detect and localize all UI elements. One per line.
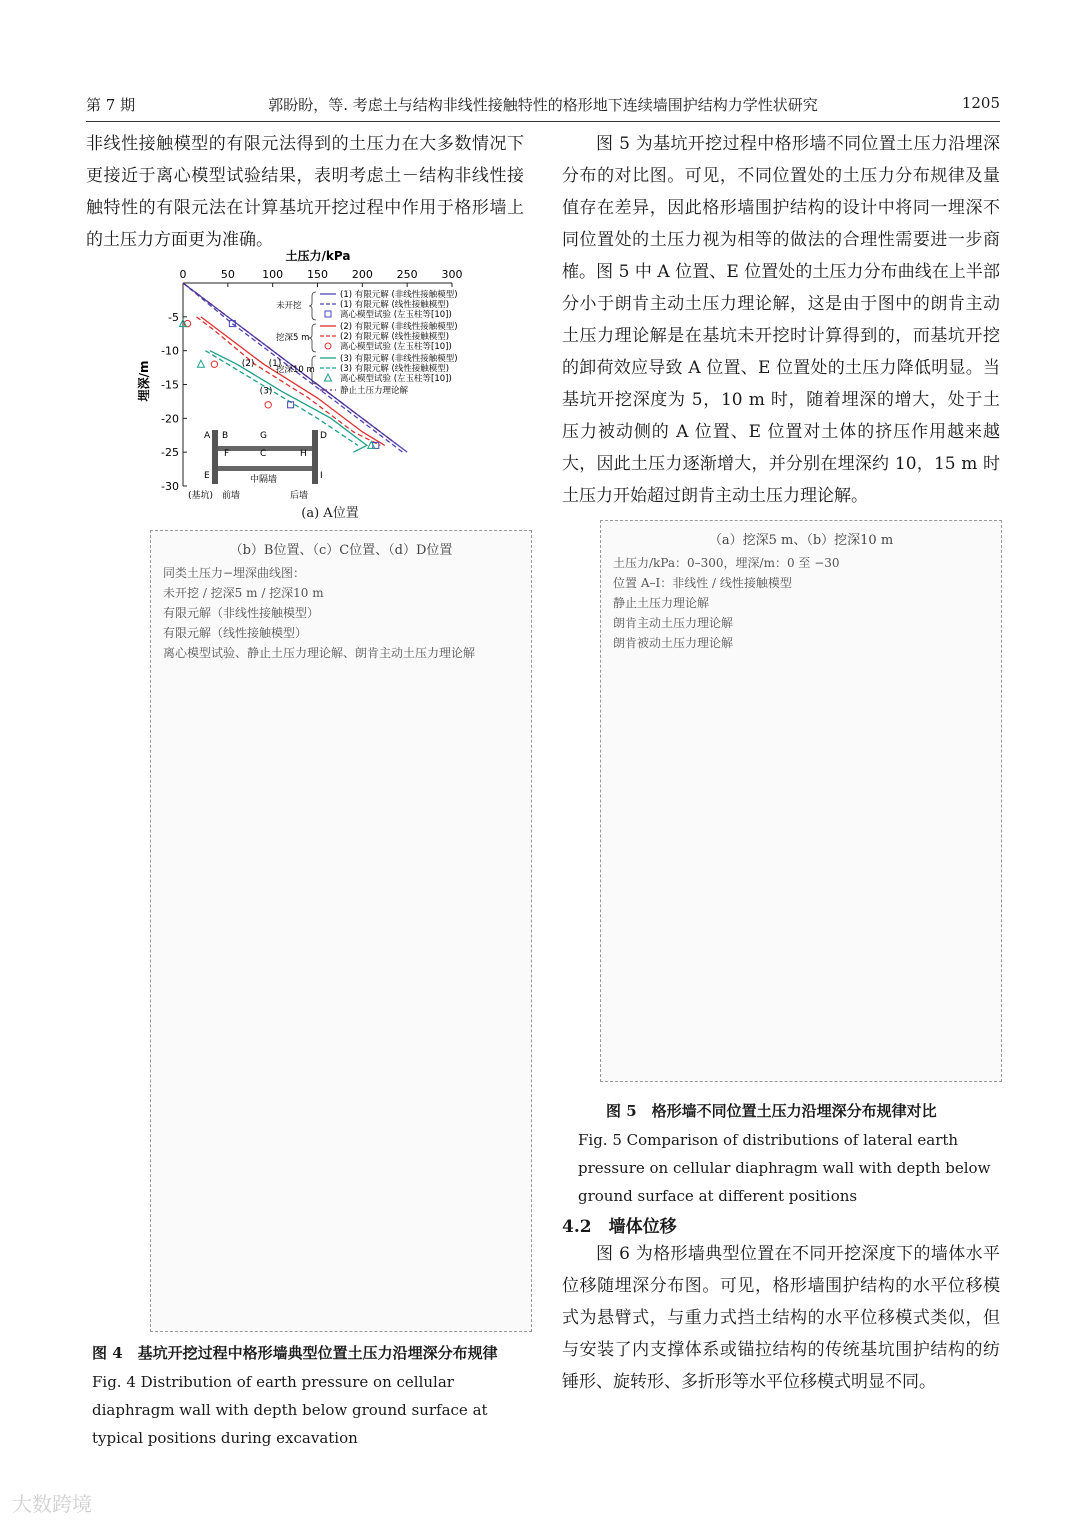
legend-item-label: 离心模型试验 (左玉柱等[10]): [340, 342, 452, 352]
figure5-omitted-line: 朗肯主动土压力理论解: [613, 616, 734, 630]
section-4-2-title: 4.2 墙体位移: [562, 1217, 677, 1237]
legend-brace: [309, 324, 316, 352]
legend-item-label: (3) 有限元解 (非线性接触模型): [340, 354, 458, 364]
data-point-triangle: [197, 360, 204, 367]
figure5-omitted-panels: [600, 520, 1002, 1082]
figure5-omitted-line: 朗肯被动土压力理论解: [613, 636, 734, 650]
y-tick-label: -5: [168, 310, 179, 324]
right-fig5-paragraph: [562, 128, 1000, 512]
x-tick-label: 250: [396, 268, 418, 281]
legend-group-label: 挖深5 m: [276, 333, 310, 343]
inset-label-middle: 中隔墙: [250, 475, 278, 485]
inset-letter-c: C: [260, 449, 267, 459]
chart-x-ticks: [180, 268, 463, 287]
figure4-omitted-line: 离心模型试验、静止土压力理论解、朗肯主动土压力理论解: [163, 646, 476, 660]
plan-inset: [188, 430, 327, 501]
x-tick-label: 0: [179, 268, 187, 281]
page-number: 1205: [961, 94, 1000, 112]
legend-group-label: 未开挖: [276, 301, 302, 311]
figure4-omitted-line: 同类土压力−埋深曲线图：: [163, 566, 306, 580]
x-tick-label: 150: [307, 268, 328, 281]
legend-marker-sample: [325, 374, 332, 381]
section-4-2-text: 图 6 为格形墙典型位置在不同开挖深度下的墙体水平位移随埋深分布图。可见，格形墙围护结构的水平位移模式为悬臂式，与重力式挡土结构的水平位移模式类似，但与安装了内支撑体系或锚拉结构的传统基坑围护结构的纺锤形、旋转形、多折形等水平位移模式明显不同。: [562, 1244, 1000, 1392]
figure5-omitted-title: （a）挖深5 m、（b）挖深10 m: [708, 533, 894, 548]
legend-marker-sample: [325, 311, 331, 317]
inset-letter-h: H: [300, 449, 307, 459]
y-tick-label: -15: [161, 378, 179, 392]
x-tick-label: 50: [220, 268, 235, 281]
series-number-label: (3): [259, 386, 273, 397]
chart-legend: [276, 289, 458, 396]
figure5-omitted-list: [613, 553, 989, 653]
inset-label-front: 前墙: [222, 491, 241, 501]
figure4-caption-cn: 图 4 基坑开挖过程中格形墙典型位置土压力沿埋深分布规律: [92, 1344, 498, 1362]
legend-item-label: (2) 有限元解 (非线性接触模型): [340, 322, 458, 332]
figure4-omitted-line: 有限元解（非线性接触模型）: [163, 606, 320, 620]
inset-label-pit: (基坑): [188, 491, 214, 501]
inset-back-wall: [312, 430, 318, 484]
series-number-label: (2): [241, 359, 255, 370]
figure4-omitted-line: 未开挖 / 挖深5 m / 挖深10 m: [163, 586, 324, 600]
y-tick-label: -25: [161, 446, 179, 460]
x-tick-label: 200: [351, 268, 373, 281]
inset-bottom-beam: [218, 466, 312, 471]
figure4-omitted-line: 有限元解（线性接触模型）: [163, 626, 308, 640]
figure4-omitted-title: （b）B位置、（c）C位置、（d）D位置: [229, 543, 453, 558]
series-number-label: (1): [268, 359, 282, 370]
running-title: 郭盼盼，等. 考虑土与结构非线性接触特性的格形地下连续墙围护结构力学性状研究: [268, 96, 818, 114]
inset-letter-d: D: [320, 431, 327, 441]
inset-letter-i: I: [320, 471, 323, 481]
x-tick-label: 100: [262, 268, 284, 281]
inset-letter-b: B: [222, 431, 229, 441]
figure4-omitted-panels: [150, 530, 532, 1332]
y-tick-label: -10: [161, 344, 179, 358]
inset-label-back: 后墙: [290, 491, 309, 501]
chart-x-title: 土压力/kPa: [285, 249, 351, 263]
inset-letter-g: G: [260, 431, 267, 441]
figure5-caption-cn: 图 5 格形墙不同位置土压力沿埋深分布规律对比: [606, 1102, 937, 1120]
left-intro-paragraph: [86, 128, 524, 256]
right-fig5-text: 图 5 为基坑开挖过程中格形墙不同位置土压力沿埋深分布的对比图。可见，不同位置处的土压力分布规律及量值存在差异，因此格形墙围护结构的设计中将同一埋深不同位置处的土压力视为相等的做法的合理性需要进一步商榷。图 5 中 A 位置、E 位置处的土压力分布曲线在上半部分小于朗肯主动土压力理论解，这是由于图中的朗肯主动土压力理论解是在基坑未开挖时计算得到的，而基坑开挖的卸荷效应导致 A 位置、E 位置处的土压力降低明显。当基坑开挖深度为 5，10 m 时，随着埋深的增大，处于土压力被动侧的 A 位置、E 位置对土体的挤压作用越来越大，因此土压力逐渐增大，并分别在埋深约 10，15 m 时土压力开始超过朗肯主动土压力理论解。: [562, 134, 1000, 506]
legend-item-label: (1) 有限元解 (线性接触模型): [340, 300, 450, 310]
y-tick-label: -30: [161, 480, 179, 493]
legend-group-label: 挖深10 m: [276, 365, 315, 375]
watermark-text: 大数跨境: [12, 1492, 92, 1516]
legend-item-label: (3) 有限元解 (线性接触模型): [340, 364, 450, 374]
chart-y-title: 埋深/m: [137, 360, 151, 402]
figure4-caption-en: Fig. 4 Distribution of earth pressure on cellular diaphragm wall with depth below ground surface at typical positions during excavation: [92, 1373, 488, 1447]
figure4a-chart: [130, 246, 530, 508]
legend-item-label: 离心模型试验 (左玉柱等[10]): [340, 374, 452, 384]
figure5-omitted-line: 静止土压力理论解: [613, 596, 710, 610]
issue-number: 第 7 期: [86, 96, 136, 114]
legend-item-label: (1) 有限元解 (非线性接触模型): [340, 290, 458, 300]
y-tick-label: -20: [161, 412, 179, 426]
figure5-caption-en: Fig. 5 Comparison of distributions of lateral earth pressure on cellular diaphragm wall with depth below ground surface at different positions: [578, 1131, 991, 1205]
x-tick-label: 300: [441, 268, 463, 281]
inset-letter-e: E: [204, 471, 210, 481]
inset-front-wall: [212, 430, 218, 484]
header-rule: [86, 121, 1000, 122]
legend-item-label: (2) 有限元解 (线性接触模型): [340, 332, 450, 342]
inset-letter-f: F: [224, 449, 230, 459]
data-point-circle: [211, 361, 217, 367]
running-header: [86, 90, 1000, 120]
figure4-omitted-list: [163, 563, 519, 663]
legend-item-label: 离心模型试验 (左玉柱等[10]): [340, 310, 452, 320]
data-point-circle: [265, 402, 271, 408]
figure5-omitted-line: 位置 A–I：非线性 / 线性接触模型: [613, 576, 792, 590]
section-4-2-paragraph: [562, 1238, 1000, 1398]
legend-item-label: 静止土压力理论解: [340, 386, 409, 396]
legend-brace: [309, 292, 316, 320]
inset-letter-a: A: [204, 431, 211, 441]
figure4a-subcaption: (a) A位置: [301, 506, 359, 521]
legend-marker-sample: [325, 343, 331, 349]
left-intro-text: 非线性接触模型的有限元法得到的土压力在大多数情况下更接近于离心模型试验结果，表明考虑土－结构非线性接触特性的有限元法在计算基坑开挖过程中作用于格形墙上的土压力方面更为准确。: [86, 134, 524, 250]
figure5-omitted-line: 土压力/kPa：0–300，埋深/m：0 至 −30: [613, 556, 840, 570]
